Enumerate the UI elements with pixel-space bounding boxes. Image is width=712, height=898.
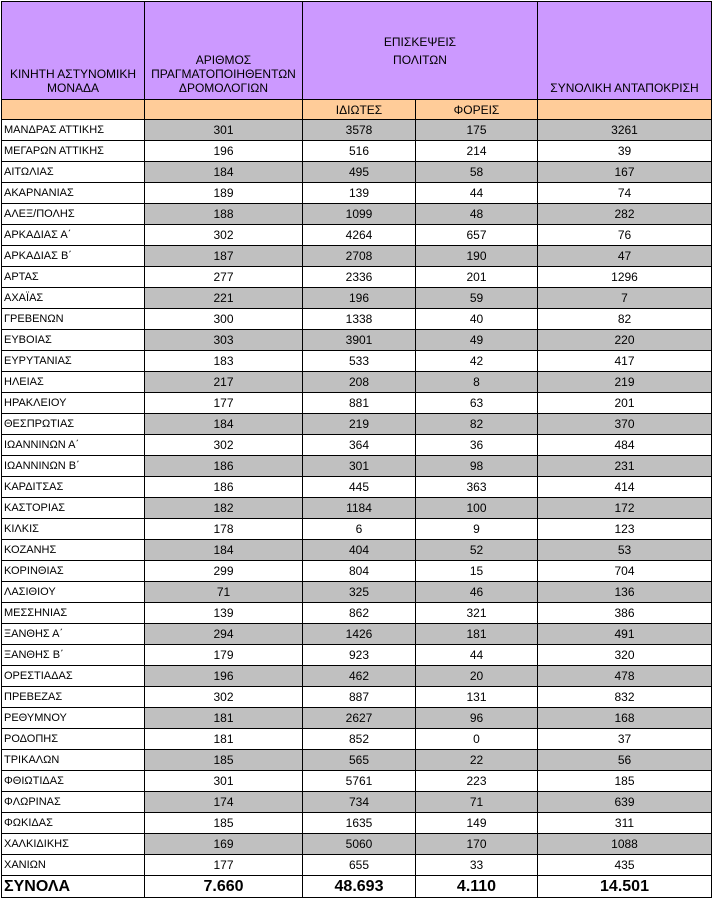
header-routes-line-1: ΑΡΙΘΜΟΣ xyxy=(195,53,252,67)
private-cell: 804 xyxy=(303,561,416,582)
table-row xyxy=(2,309,712,330)
private-cell: 208 xyxy=(303,372,416,393)
table-row xyxy=(2,267,712,288)
unit-name-cell: ΚΙΛΚΙΣ xyxy=(2,519,145,540)
bodies-cell: 175 xyxy=(416,120,538,141)
routes-cell: 188 xyxy=(145,204,303,225)
routes-cell: 302 xyxy=(145,225,303,246)
private-cell: 862 xyxy=(303,603,416,624)
response-cell: 484 xyxy=(538,435,712,456)
bodies-cell: 657 xyxy=(416,225,538,246)
bodies-cell: 44 xyxy=(416,183,538,204)
routes-cell: 187 xyxy=(145,246,303,267)
private-cell: 3578 xyxy=(303,120,416,141)
response-cell: 832 xyxy=(538,687,712,708)
routes-cell: 277 xyxy=(145,267,303,288)
table-row xyxy=(2,372,712,393)
private-cell: 1099 xyxy=(303,204,416,225)
routes-cell: 294 xyxy=(145,624,303,645)
unit-name-cell: ΑΚΑΡΝΑΝΙΑΣ xyxy=(2,183,145,204)
routes-cell: 303 xyxy=(145,330,303,351)
routes-cell: 301 xyxy=(145,771,303,792)
table-row xyxy=(2,183,712,204)
unit-name-cell: ΠΡΕΒΕΖΑΣ xyxy=(2,687,145,708)
header-visits-line-1: ΕΠΙΣΚΕΨΕΙΣ xyxy=(383,34,457,49)
table-row xyxy=(2,540,712,561)
bodies-cell: 8 xyxy=(416,372,538,393)
response-cell: 1088 xyxy=(538,834,712,855)
table-row xyxy=(2,708,712,729)
total-bodies-cell: 4.110 xyxy=(416,876,538,898)
bodies-cell: 190 xyxy=(416,246,538,267)
header-unit-line-1: ΚΙΝΗΤΗ ΑΣΤΥΝΟΜΙΚΗ xyxy=(9,67,137,81)
table-row xyxy=(2,519,712,540)
response-cell: 370 xyxy=(538,414,712,435)
private-cell: 852 xyxy=(303,729,416,750)
routes-cell: 185 xyxy=(145,813,303,834)
private-cell: 1338 xyxy=(303,309,416,330)
unit-name-cell: ΑΛΕΞ/ΠΟΛΗΣ xyxy=(2,204,145,225)
response-cell: 639 xyxy=(538,792,712,813)
unit-name-cell: ΙΩΑΝΝΙΝΩΝ Α΄ xyxy=(2,435,145,456)
unit-name-cell: ΞΑΝΘΗΣ Α΄ xyxy=(2,624,145,645)
unit-name-cell: ΑΡΤΑΣ xyxy=(2,267,145,288)
routes-cell: 186 xyxy=(145,456,303,477)
routes-cell: 185 xyxy=(145,750,303,771)
table-row xyxy=(2,246,712,267)
routes-cell: 302 xyxy=(145,435,303,456)
private-cell: 4264 xyxy=(303,225,416,246)
subheader-bodies: ΦΟΡΕΙΣ xyxy=(416,100,538,120)
response-cell: 167 xyxy=(538,162,712,183)
bodies-cell: 0 xyxy=(416,729,538,750)
unit-name-cell: ΧΑΛΚΙΔΙΚΗΣ xyxy=(2,834,145,855)
routes-cell: 186 xyxy=(145,477,303,498)
bodies-cell: 52 xyxy=(416,540,538,561)
response-cell: 320 xyxy=(538,645,712,666)
unit-name-cell: ΓΡΕΒΕΝΩΝ xyxy=(2,309,145,330)
total-routes-cell: 7.660 xyxy=(145,876,303,898)
bodies-cell: 20 xyxy=(416,666,538,687)
unit-name-cell: ΑΡΚΑΔΙΑΣ Α΄ xyxy=(2,225,145,246)
routes-cell: 189 xyxy=(145,183,303,204)
table-row xyxy=(2,498,712,519)
private-cell: 2336 xyxy=(303,267,416,288)
header-unit-line-2: ΜΟΝΑΔΑ xyxy=(46,81,100,95)
bodies-cell: 131 xyxy=(416,687,538,708)
unit-name-cell: ΧΑΝΙΩΝ xyxy=(2,855,145,876)
routes-cell: 169 xyxy=(145,834,303,855)
header-unit xyxy=(2,2,145,100)
routes-cell: 302 xyxy=(145,687,303,708)
table-row xyxy=(2,120,712,141)
unit-name-cell: ΦΘΙΩΤΙΔΑΣ xyxy=(2,771,145,792)
total-label-cell: ΣΥΝΟΛΑ xyxy=(2,876,145,898)
unit-name-cell: ΙΩΑΝΝΙΝΩΝ Β΄ xyxy=(2,456,145,477)
unit-name-cell: ΚΟΖΑΝΗΣ xyxy=(2,540,145,561)
unit-name-cell: ΜΕΣΣΗΝΙΑΣ xyxy=(2,603,145,624)
response-cell: 282 xyxy=(538,204,712,225)
subheader-private: ΙΔΙΩΤΕΣ xyxy=(303,100,416,120)
routes-cell: 174 xyxy=(145,792,303,813)
header-row xyxy=(2,2,712,100)
private-cell: 5060 xyxy=(303,834,416,855)
bodies-cell: 49 xyxy=(416,330,538,351)
response-cell: 435 xyxy=(538,855,712,876)
totals-row xyxy=(2,876,712,898)
routes-cell: 179 xyxy=(145,645,303,666)
private-cell: 196 xyxy=(303,288,416,309)
response-cell: 172 xyxy=(538,498,712,519)
response-cell: 1296 xyxy=(538,267,712,288)
private-cell: 219 xyxy=(303,414,416,435)
private-cell: 923 xyxy=(303,645,416,666)
header-response: ΣΥΝΟΛΙΚΗ ΑΝΤΑΠΟΚΡΙΣΗ xyxy=(538,2,712,100)
private-cell: 325 xyxy=(303,582,416,603)
total-response-cell: 14.501 xyxy=(538,876,712,898)
private-cell: 533 xyxy=(303,351,416,372)
private-cell: 6 xyxy=(303,519,416,540)
bodies-cell: 9 xyxy=(416,519,538,540)
private-cell: 1184 xyxy=(303,498,416,519)
bodies-cell: 33 xyxy=(416,855,538,876)
unit-name-cell: ΑΙΤΩΛΙΑΣ xyxy=(2,162,145,183)
response-cell: 220 xyxy=(538,330,712,351)
routes-cell: 178 xyxy=(145,519,303,540)
header-visits xyxy=(303,2,538,100)
routes-cell: 301 xyxy=(145,120,303,141)
table-row xyxy=(2,456,712,477)
unit-name-cell: ΗΡΑΚΛΕΙΟΥ xyxy=(2,393,145,414)
table-row xyxy=(2,813,712,834)
private-cell: 565 xyxy=(303,750,416,771)
bodies-cell: 82 xyxy=(416,414,538,435)
routes-cell: 139 xyxy=(145,603,303,624)
bodies-cell: 100 xyxy=(416,498,538,519)
table-row xyxy=(2,393,712,414)
bodies-cell: 58 xyxy=(416,162,538,183)
private-cell: 3901 xyxy=(303,330,416,351)
table-row xyxy=(2,414,712,435)
private-cell: 2627 xyxy=(303,708,416,729)
routes-cell: 183 xyxy=(145,351,303,372)
table-row xyxy=(2,141,712,162)
unit-name-cell: ΤΡΙΚΑΛΩΝ xyxy=(2,750,145,771)
table-row xyxy=(2,162,712,183)
private-cell: 734 xyxy=(303,792,416,813)
table-row xyxy=(2,729,712,750)
bodies-cell: 63 xyxy=(416,393,538,414)
table-row xyxy=(2,288,712,309)
table-row xyxy=(2,687,712,708)
unit-name-cell: ΑΡΚΑΔΙΑΣ Β΄ xyxy=(2,246,145,267)
table-row xyxy=(2,561,712,582)
bodies-cell: 170 xyxy=(416,834,538,855)
unit-name-cell: ΡΟΔΟΠΗΣ xyxy=(2,729,145,750)
private-cell: 462 xyxy=(303,666,416,687)
routes-cell: 300 xyxy=(145,309,303,330)
bodies-cell: 44 xyxy=(416,645,538,666)
bodies-cell: 42 xyxy=(416,351,538,372)
routes-cell: 177 xyxy=(145,393,303,414)
response-cell: 39 xyxy=(538,141,712,162)
unit-name-cell: ΞΑΝΘΗΣ Β΄ xyxy=(2,645,145,666)
table-row xyxy=(2,351,712,372)
response-cell: 491 xyxy=(538,624,712,645)
routes-cell: 221 xyxy=(145,288,303,309)
response-cell: 136 xyxy=(538,582,712,603)
table-row xyxy=(2,435,712,456)
bodies-cell: 22 xyxy=(416,750,538,771)
table-row xyxy=(2,225,712,246)
bodies-cell: 96 xyxy=(416,708,538,729)
routes-cell: 217 xyxy=(145,372,303,393)
routes-cell: 184 xyxy=(145,414,303,435)
table-row xyxy=(2,666,712,687)
unit-name-cell: ΕΥΒΟΙΑΣ xyxy=(2,330,145,351)
response-cell: 219 xyxy=(538,372,712,393)
header-routes-line-2: ΠΡΑΓΜΑΤΟΠΟΙΗΘΕΝΤΩΝ xyxy=(151,67,296,81)
response-cell: 231 xyxy=(538,456,712,477)
unit-name-cell: ΦΩΚΙΔΑΣ xyxy=(2,813,145,834)
response-cell: 704 xyxy=(538,561,712,582)
response-cell: 123 xyxy=(538,519,712,540)
routes-cell: 181 xyxy=(145,708,303,729)
table-row xyxy=(2,204,712,225)
table-row xyxy=(2,603,712,624)
bodies-cell: 71 xyxy=(416,792,538,813)
private-cell: 301 xyxy=(303,456,416,477)
table-row xyxy=(2,792,712,813)
private-cell: 516 xyxy=(303,141,416,162)
response-cell: 311 xyxy=(538,813,712,834)
bodies-cell: 214 xyxy=(416,141,538,162)
routes-cell: 196 xyxy=(145,666,303,687)
unit-name-cell: ΡΕΘΥΜΝΟΥ xyxy=(2,708,145,729)
response-cell: 74 xyxy=(538,183,712,204)
routes-cell: 181 xyxy=(145,729,303,750)
response-cell: 82 xyxy=(538,309,712,330)
bodies-cell: 201 xyxy=(416,267,538,288)
bodies-cell: 223 xyxy=(416,771,538,792)
private-cell: 404 xyxy=(303,540,416,561)
unit-name-cell: ΑΧΑΪΑΣ xyxy=(2,288,145,309)
bodies-cell: 40 xyxy=(416,309,538,330)
response-cell: 37 xyxy=(538,729,712,750)
private-cell: 445 xyxy=(303,477,416,498)
total-private-cell: 48.693 xyxy=(303,876,416,898)
unit-name-cell: ΜΕΓΑΡΩΝ ΑΤΤΙΚΗΣ xyxy=(2,141,145,162)
routes-cell: 196 xyxy=(145,141,303,162)
table-row xyxy=(2,624,712,645)
routes-cell: 177 xyxy=(145,855,303,876)
response-cell: 76 xyxy=(538,225,712,246)
response-cell: 201 xyxy=(538,393,712,414)
response-cell: 386 xyxy=(538,603,712,624)
response-cell: 47 xyxy=(538,246,712,267)
table-row xyxy=(2,477,712,498)
routes-cell: 299 xyxy=(145,561,303,582)
bodies-cell: 149 xyxy=(416,813,538,834)
subheader-row xyxy=(2,100,712,120)
private-cell: 887 xyxy=(303,687,416,708)
unit-name-cell: ΦΛΩΡΙΝΑΣ xyxy=(2,792,145,813)
bodies-cell: 36 xyxy=(416,435,538,456)
routes-cell: 182 xyxy=(145,498,303,519)
response-cell: 3261 xyxy=(538,120,712,141)
private-cell: 139 xyxy=(303,183,416,204)
bodies-cell: 15 xyxy=(416,561,538,582)
private-cell: 1635 xyxy=(303,813,416,834)
table-row xyxy=(2,582,712,603)
response-cell: 56 xyxy=(538,750,712,771)
routes-cell: 184 xyxy=(145,540,303,561)
header-visits-line-2: ΠΟΛΙΤΩΝ xyxy=(393,52,447,67)
header-routes xyxy=(145,2,303,100)
table-row xyxy=(2,750,712,771)
unit-name-cell: ΚΟΡΙΝΘΙΑΣ xyxy=(2,561,145,582)
response-cell: 417 xyxy=(538,351,712,372)
table-row xyxy=(2,330,712,351)
response-cell: 185 xyxy=(538,771,712,792)
bodies-cell: 59 xyxy=(416,288,538,309)
table-row xyxy=(2,771,712,792)
table-row xyxy=(2,645,712,666)
table-row xyxy=(2,834,712,855)
bodies-cell: 98 xyxy=(416,456,538,477)
unit-name-cell: ΜΑΝΔΡΑΣ ΑΤΤΙΚΗΣ xyxy=(2,120,145,141)
unit-name-cell: ΘΕΣΠΡΩΤΙΑΣ xyxy=(2,414,145,435)
private-cell: 881 xyxy=(303,393,416,414)
routes-cell: 184 xyxy=(145,162,303,183)
unit-name-cell: ΛΑΣΙΘΙΟΥ xyxy=(2,582,145,603)
bodies-cell: 181 xyxy=(416,624,538,645)
private-cell: 655 xyxy=(303,855,416,876)
table-row xyxy=(2,855,712,876)
statistics-table xyxy=(1,1,712,898)
header-routes-line-3: ΔΡΟΜΟΛΟΓΙΩΝ xyxy=(178,81,269,95)
unit-name-cell: ΕΥΡΥΤΑΝΙΑΣ xyxy=(2,351,145,372)
response-cell: 414 xyxy=(538,477,712,498)
private-cell: 5761 xyxy=(303,771,416,792)
subheader-empty-response xyxy=(538,100,712,120)
bodies-cell: 48 xyxy=(416,204,538,225)
unit-name-cell: ΟΡΕΣΤΙΑΔΑΣ xyxy=(2,666,145,687)
bodies-cell: 321 xyxy=(416,603,538,624)
unit-name-cell: ΚΑΡΔΙΤΣΑΣ xyxy=(2,477,145,498)
response-cell: 168 xyxy=(538,708,712,729)
unit-name-cell: ΗΛΕΙΑΣ xyxy=(2,372,145,393)
private-cell: 2708 xyxy=(303,246,416,267)
response-cell: 478 xyxy=(538,666,712,687)
bodies-cell: 46 xyxy=(416,582,538,603)
response-cell: 7 xyxy=(538,288,712,309)
private-cell: 1426 xyxy=(303,624,416,645)
private-cell: 495 xyxy=(303,162,416,183)
subheader-empty-unit xyxy=(2,100,145,120)
response-cell: 53 xyxy=(538,540,712,561)
private-cell: 364 xyxy=(303,435,416,456)
unit-name-cell: ΚΑΣΤΟΡΙΑΣ xyxy=(2,498,145,519)
bodies-cell: 363 xyxy=(416,477,538,498)
subheader-empty-routes xyxy=(145,100,303,120)
routes-cell: 71 xyxy=(145,582,303,603)
